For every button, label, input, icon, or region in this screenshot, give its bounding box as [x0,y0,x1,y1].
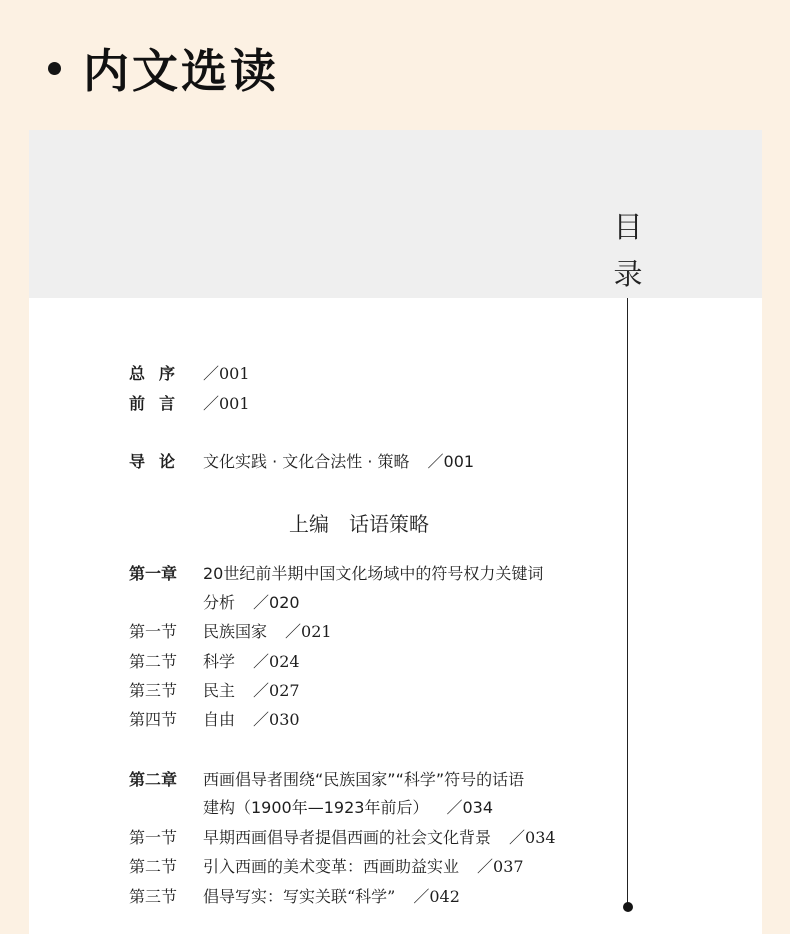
entry-page: ／001 [427,452,475,471]
entry-page: ／034 [446,798,493,817]
entry-page: ／034 [509,828,556,847]
entry-label: 第二节 [129,652,178,671]
toc-entry-section[interactable] [129,652,300,672]
toc-entry-preface[interactable] [129,394,250,414]
entry-label: 导论 [129,452,190,471]
entry-label: 第一节 [129,622,178,641]
entry-label: 第一章 [129,564,178,583]
entry-page: ／024 [253,652,300,671]
entry-title: 民族国家 [203,622,268,641]
entry-page: ／027 [253,681,300,700]
entry-page: ／020 [253,593,300,612]
toc-vertical-title [611,204,645,298]
toc-title-char: 目 [613,210,643,244]
entry-title: 建构（1900年—1923年前后） [203,798,429,817]
part-heading: 上编 话语策略 [289,512,429,536]
toc-entry-introduction[interactable] [129,452,474,472]
entry-page: ／001 [203,364,250,383]
timeline-end-dot-icon [623,902,633,912]
toc-card [29,130,762,934]
toc-entry-section[interactable] [129,887,460,907]
entry-title: 分析 [203,593,236,612]
entry-page: ／001 [203,394,250,413]
entry-title: 倡导写实：写实关联“科学” [203,887,396,906]
entry-label: 前言 [129,394,190,413]
entry-label: 总序 [129,364,190,383]
toc-entry-chapter-1[interactable] [129,564,543,584]
entry-title: 西画倡导者围绕“民族国家”“科学”符号的话语 [203,770,525,789]
toc-entry-section[interactable] [129,828,556,848]
entry-page: ／042 [413,887,460,906]
entry-label: 第三节 [129,887,178,906]
toc-entry-section[interactable] [129,710,300,730]
entry-page: ／030 [253,710,300,729]
toc-entry-chapter-1-cont [203,593,300,613]
entry-title: 民主 [203,681,236,700]
toc-entry-chapter-2-cont [203,798,493,818]
entry-title: 自由 [203,710,236,729]
toc-title-char: 录 [613,257,643,291]
section-title: 内文选读 [83,44,279,98]
entry-page: ／037 [477,857,524,876]
toc-entry-section[interactable] [129,622,332,642]
toc-card-header [29,130,762,298]
entry-label: 第一节 [129,828,178,847]
entry-title: 20世纪前半期中国文化场域中的符号权力关键词 [203,564,544,583]
entry-page: ／021 [285,622,332,641]
entry-title: 科学 [203,652,236,671]
toc-entry-chapter-2[interactable] [129,770,524,790]
entry-label: 第四节 [129,710,178,729]
entry-label: 第三节 [129,681,178,700]
toc-entry-section[interactable] [129,857,524,877]
bullet-dot-icon [48,62,61,75]
timeline-line [627,298,628,906]
entry-label: 第二章 [129,770,178,789]
section-header [48,36,279,100]
entry-title: 文化实践 · 文化合法性 · 策略 [203,452,410,471]
entry-title: 引入西画的美术变革：西画助益实业 [203,857,460,876]
entry-title: 早期西画倡导者提倡西画的社会文化背景 [203,828,492,847]
toc-entry-section[interactable] [129,681,300,701]
toc-entry-general-preface[interactable] [129,364,250,384]
entry-label: 第二节 [129,857,178,876]
